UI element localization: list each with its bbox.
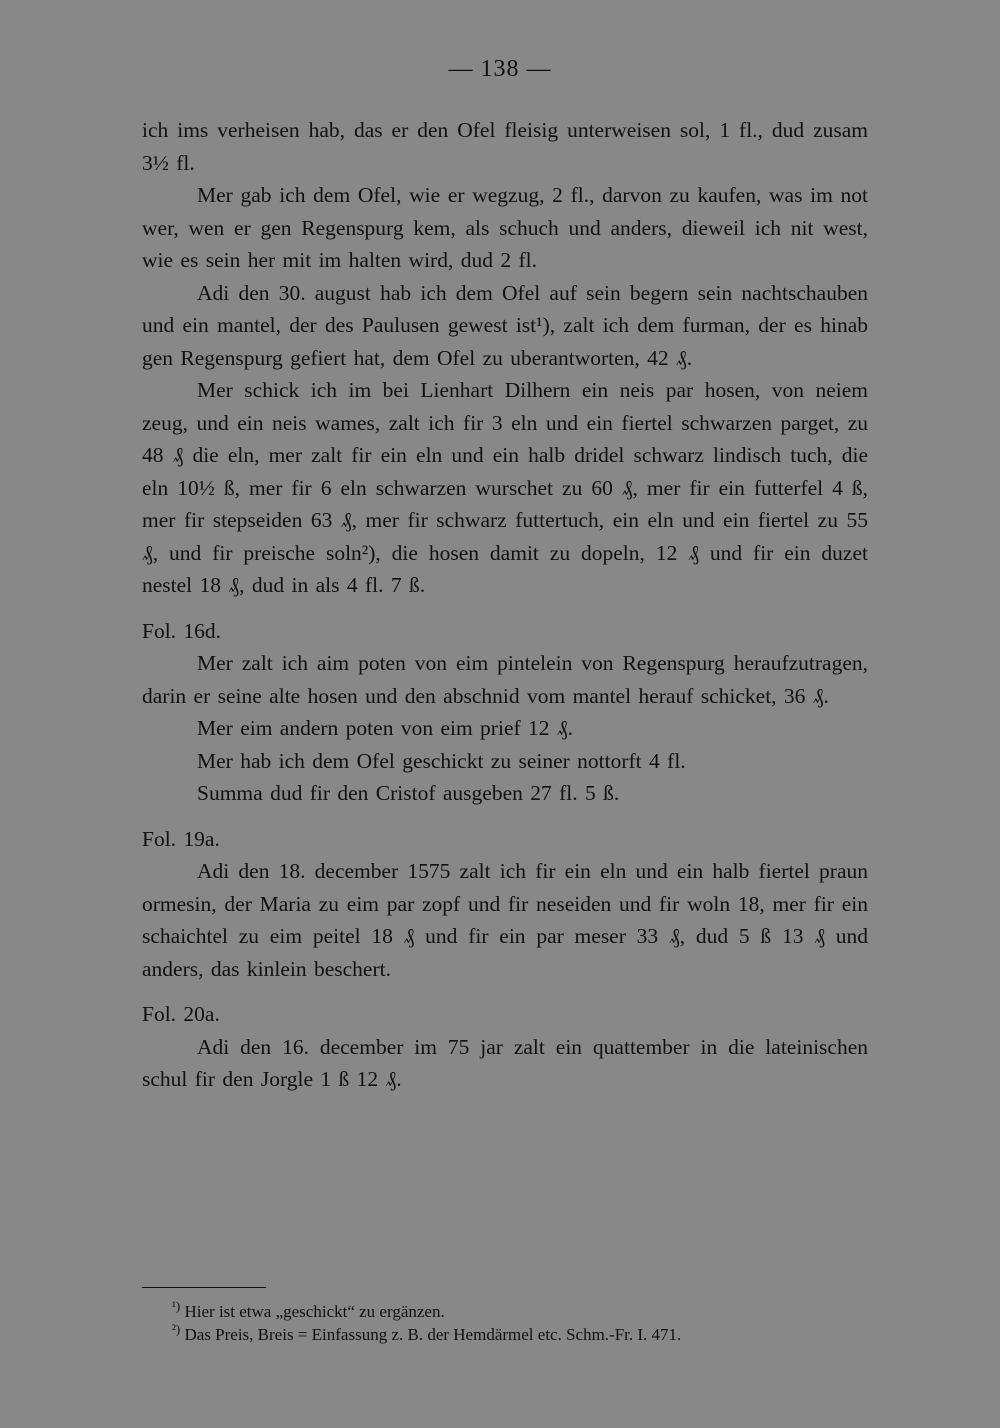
paragraph: Mer gab ich dem Ofel, wie er wegzug, 2 fl., darvon zu kaufen, was im not wer, wen er gen Regenspurg kem, als schuch und anders, dieweil ich nit west, wie es sein her mit im halten wird, dud 2 fl.	[142, 183, 868, 272]
footnote-marker: ¹)	[172, 1298, 181, 1314]
paragraph: Adi den 16. december im 75 jar zalt ein quattember in die lateinischen schul fir den Jorgle 1 ß 12 ₰.	[142, 1034, 868, 1091]
paragraph: Summa dud fir den Cristof ausgeben 27 fl. 5 ß.	[197, 781, 620, 805]
footnotes	[172, 1300, 872, 1346]
folio-heading: Fol. 20a.	[142, 1002, 220, 1026]
footnote	[172, 1300, 872, 1323]
paragraph: ich ims verheisen hab, das er den Ofel fleisig unterweisen sol, 1 fl., dud zusam 3½ fl.	[142, 118, 868, 175]
footnote-divider	[142, 1287, 266, 1288]
paragraph: Adi den 18. december 1575 zalt ich fir ein eln und ein halb fiertel praun ormesin, der Maria zu eim par zopf und fir neseiden und fir woln 18, mer fir ein schaichtel zu eim peitel 18 ₰ und fir ein par meser 33 ₰, dud 5 ß 13 ₰ und anders, das kinlein beschert.	[142, 859, 868, 981]
paragraph: Mer zalt ich aim poten von eim pintelein von Regenspurg heraufzutragen, darin er seine alte hosen und den abschnid vom mantel herauf schicket, 36 ₰.	[142, 651, 868, 708]
folio-heading: Fol. 19a.	[142, 826, 220, 851]
paragraph: Mer eim andern poten von eim prief 12 ₰.	[197, 716, 574, 740]
footnote-text: Das Preis, Breis = Einfassung z. B. der Hemdärmel etc. Schm.-Fr. I. 471.	[184, 1325, 682, 1344]
paragraph: Adi den 30. august hab ich dem Ofel auf sein begern sein nachtschauben und ein mantel, der des Paulusen gewest ist¹), zalt ich dem furman, der es hinab gen Regenspurg gefiert hat, dem Ofel zu uberantworten, 42 ₰.	[142, 280, 868, 370]
footnote-marker: ²)	[172, 1321, 181, 1337]
folio-heading: Fol. 16d.	[142, 618, 222, 643]
footnote	[172, 1323, 872, 1346]
main-text	[142, 114, 868, 1096]
paragraph: Mer schick ich im bei Lienhart Dilhern ein neis par hosen, von neiem zeug, und ein neis wames, zalt ich fir 3 eln und ein fiertel schwarzen parget, zu 48 ₰ die eln, mer zalt fir ein eln und ein halb dridel schwarz lindisch tuch, die eln 10½ ß, mer fir 6 eln schwarzen wurschet zu 60 ₰, mer fir ein futterfel 4 ß, mer fir stepseiden 63 ₰, mer fir schwarz futtertuch, ein eln und ein fiertel zu 55 ₰, und fir preische soln²), die hosen damit zu dopeln, 12 ₰ und fir ein duzet nestel 18 ₰, dud in als 4 fl. 7 ß.	[142, 378, 868, 597]
paragraph: Mer hab ich dem Ofel geschickt zu seiner nottorft 4 fl.	[197, 748, 686, 773]
footnote-text: Hier ist etwa „geschickt“ zu ergänzen.	[184, 1302, 445, 1321]
page-number: — 138 —	[448, 56, 552, 82]
